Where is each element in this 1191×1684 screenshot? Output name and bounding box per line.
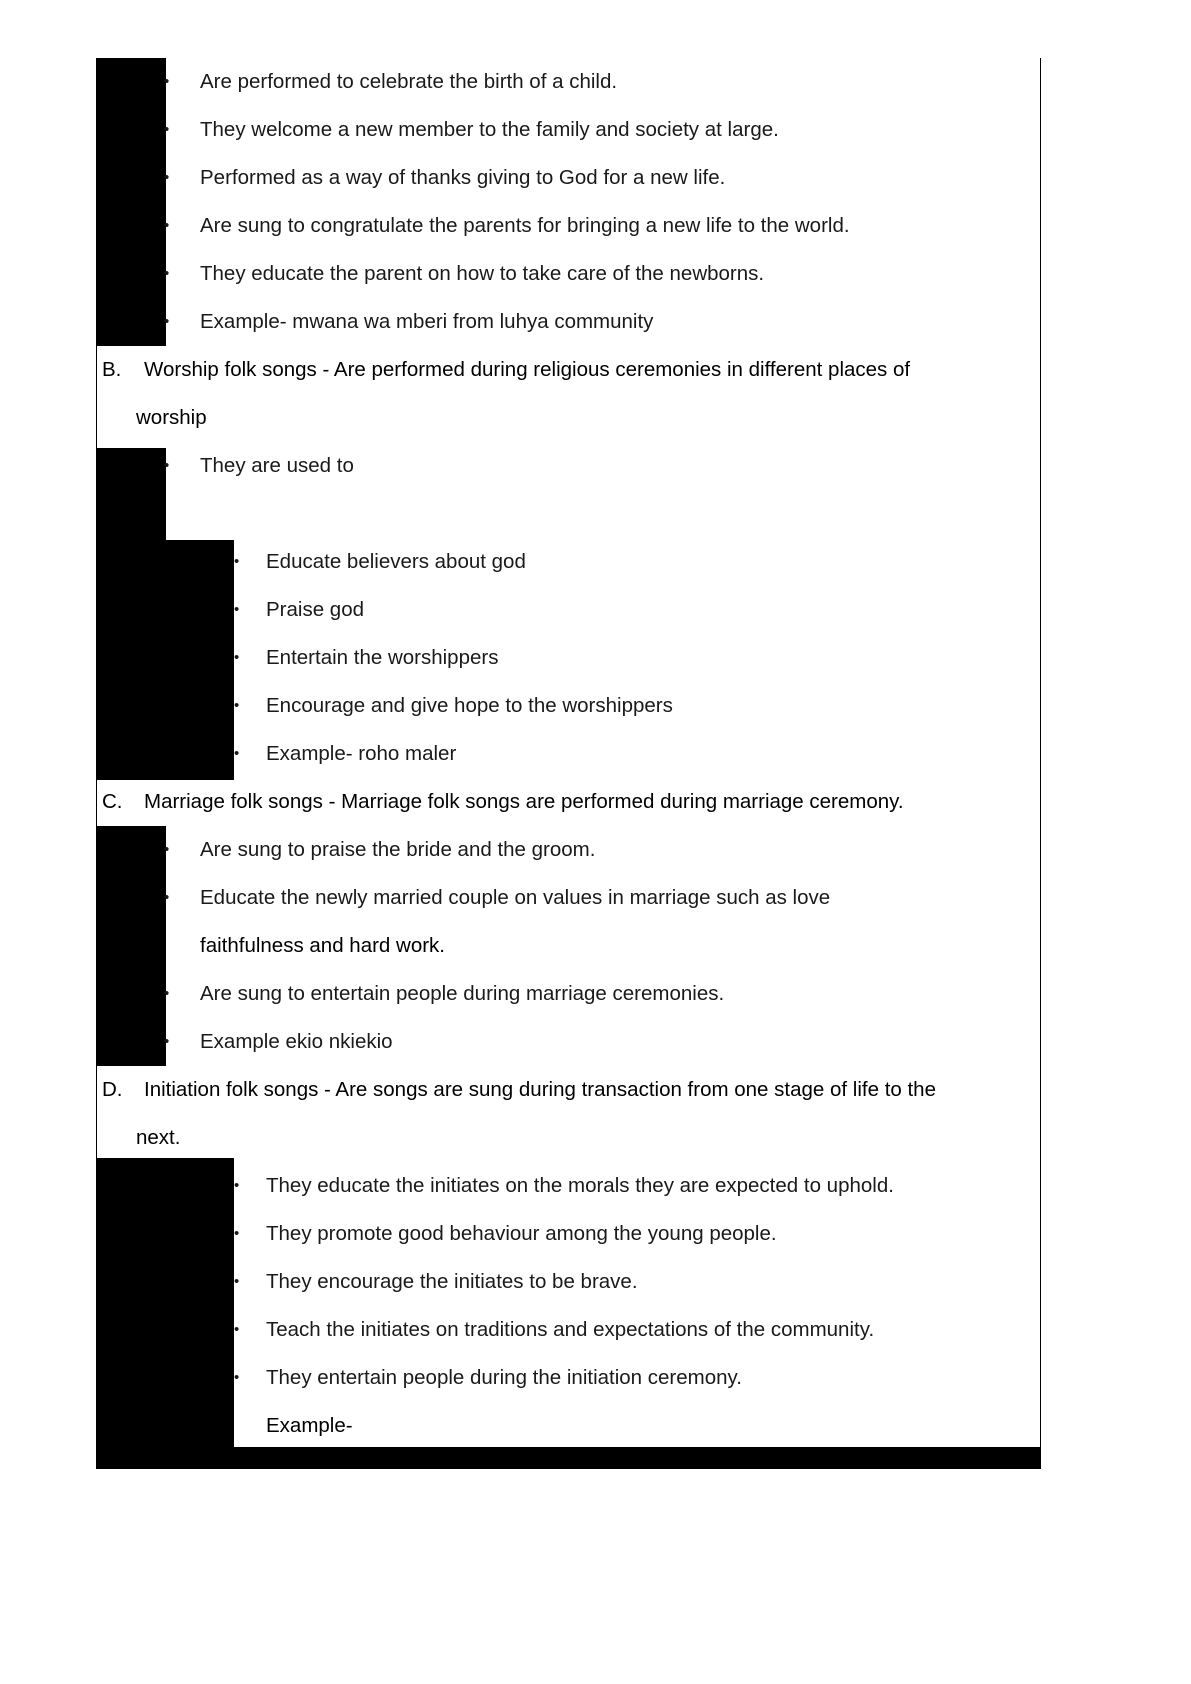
list-item-text: Example ekio nkiekio (200, 1030, 393, 1053)
bullet-icon: • (234, 1369, 240, 1386)
bullet-icon: • (164, 265, 170, 282)
bullet-icon: • (164, 121, 170, 138)
bullet-icon: • (164, 217, 170, 234)
list-item (96, 106, 1041, 154)
list-item-text: They are used to (200, 454, 354, 477)
list-item-text: Are performed to celebrate the birth of a child. (200, 70, 618, 93)
bullet-icon: • (234, 1177, 240, 1194)
list-item-text: They educate the initiates on the morals they are expected to uphold. (266, 1174, 894, 1197)
list-item (96, 970, 1041, 1018)
list-item (96, 1354, 1041, 1402)
list-item (96, 1162, 1041, 1210)
list-item (96, 250, 1041, 298)
section-heading-text: Worship folk songs - Are performed during religious ceremonies in different places of (144, 358, 911, 381)
list-item-text: Encourage and give hope to the worshippers (266, 694, 673, 717)
section-heading-d-continuation: next. (136, 1126, 181, 1149)
section-marker: C. (102, 790, 123, 813)
list-item-text: They welcome a new member to the family and society at large. (200, 118, 779, 141)
section-heading-b-continuation: worship (136, 406, 207, 429)
list-item-text: Performed as a way of thanks giving to God for a new life. (200, 166, 726, 189)
list-item-text: Are sung to praise the bride and the groom. (200, 838, 596, 861)
list-item (96, 202, 1041, 250)
list-item (96, 442, 1041, 490)
bottom-black-bar (96, 1447, 1041, 1469)
bullet-icon: • (164, 73, 170, 90)
bullet-icon: • (164, 169, 170, 186)
list-item-text: Entertain the worshippers (266, 646, 499, 669)
list-item-continuation: faithfulness and hard work. (200, 934, 445, 957)
bullet-icon: • (234, 1321, 240, 1338)
list-item (96, 730, 1041, 778)
bullet-icon: • (164, 889, 170, 906)
document-content (96, 58, 1041, 1450)
section-marker: D. (102, 1078, 123, 1101)
section-heading-c (96, 778, 1041, 826)
list-item-text: Praise god (266, 598, 365, 621)
list-item (96, 1210, 1041, 1258)
section-heading-d (96, 1066, 1041, 1114)
section-heading-b (96, 346, 1041, 394)
bullet-icon: • (164, 985, 170, 1002)
bullet-icon: • (234, 1225, 240, 1242)
list-item-text: Example- roho maler (266, 742, 457, 765)
bullet-icon: • (234, 601, 240, 618)
list-item-text: They educate the parent on how to take care of the newborns. (200, 262, 765, 285)
list-item (96, 1258, 1041, 1306)
bullet-icon: • (164, 457, 170, 474)
bullet-icon: • (164, 1033, 170, 1050)
list-item-text: Teach the initiates on traditions and expectations of the community. (266, 1318, 875, 1341)
list-item (96, 586, 1041, 634)
list-item-text: Educate the newly married couple on values in marriage such as love (200, 886, 831, 909)
bullet-icon: • (234, 1273, 240, 1290)
list-item (96, 1306, 1041, 1354)
list-item-text: Are sung to congratulate the parents for bringing a new life to the world. (200, 214, 850, 237)
list-item (96, 874, 1041, 922)
list-item (96, 682, 1041, 730)
bullet-icon: • (234, 649, 240, 666)
list-item (96, 1018, 1041, 1066)
bullet-icon: • (164, 841, 170, 858)
section-heading-text: Marriage folk songs - Marriage folk songs are performed during marriage ceremony. (144, 790, 904, 813)
list-item (96, 58, 1041, 106)
bullet-icon: • (164, 313, 170, 330)
section-heading-text: Initiation folk songs - Are songs are sung during transaction from one stage of life to the (144, 1078, 936, 1101)
list-item-text: Are sung to entertain people during marriage ceremonies. (200, 982, 725, 1005)
list-item (96, 298, 1041, 346)
bullet-icon: • (234, 745, 240, 762)
list-item-text: Example- mwana wa mberi from luhya community (200, 310, 654, 333)
bullet-icon: • (234, 697, 240, 714)
list-item (96, 634, 1041, 682)
list-item-text: They encourage the initiates to be brave. (266, 1270, 638, 1293)
list-item-text: They entertain people during the initiation ceremony. (266, 1366, 742, 1389)
section-marker: B. (102, 358, 122, 381)
bullet-icon: • (234, 553, 240, 570)
list-item (96, 154, 1041, 202)
list-item (96, 826, 1041, 874)
list-item-text: Educate believers about god (266, 550, 526, 573)
list-item (96, 538, 1041, 586)
example-label: Example- (266, 1414, 353, 1437)
list-item-text: They promote good behaviour among the young people. (266, 1222, 777, 1245)
